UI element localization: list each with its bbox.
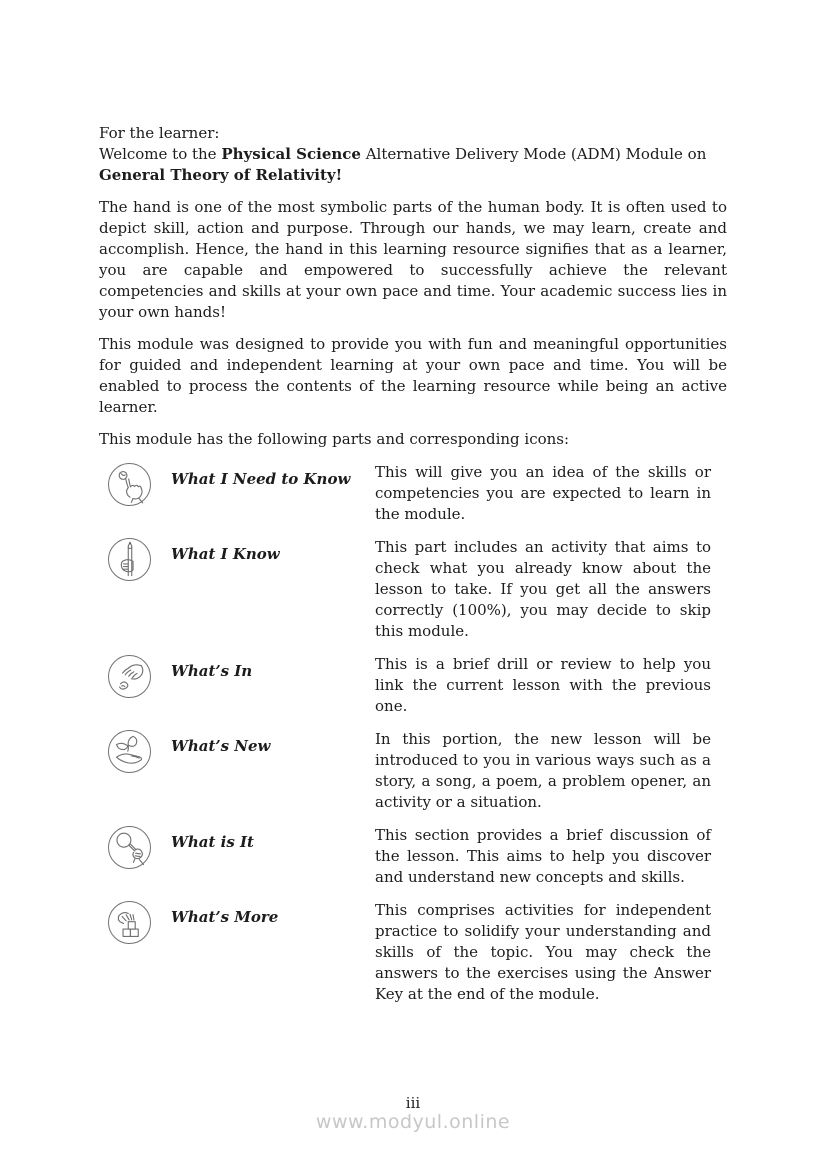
hand-stacking-blocks-icon <box>108 901 151 944</box>
part-label: What I Need to Know <box>171 470 351 488</box>
part-description: This is a brief drill or review to help you link the current lesson with the previous one. <box>375 655 711 715</box>
part-description: This will give you an idea of the skills or competencies you are expected to learn in the module. <box>375 463 711 523</box>
part-label: What’s New <box>171 737 271 755</box>
watermark-url: www.modyul.online <box>315 1111 511 1133</box>
hand-press-button-icon <box>108 463 151 506</box>
module-part-row <box>99 537 727 642</box>
welcome-subject: Physical Science <box>221 145 361 163</box>
welcome-post: ! <box>335 166 343 184</box>
hand-magnifying-glass-icon <box>108 826 151 869</box>
page-number: iii <box>405 1094 421 1112</box>
module-part-row <box>99 900 727 1005</box>
hand-holding-pencil-icon <box>108 538 151 581</box>
module-part-row <box>99 825 727 888</box>
part-label: What is It <box>171 833 254 851</box>
module-parts-list <box>99 462 727 1005</box>
hand-reaching-icon <box>108 655 151 698</box>
intro-block <box>99 123 727 186</box>
part-label: What’s More <box>171 908 279 926</box>
part-description: This section provides a brief discussion of the lesson. This aims to help you discover and understand new concepts and skills. <box>375 826 711 886</box>
paragraph-parts-intro: This module has the following parts and corresponding icons: <box>99 430 570 448</box>
module-part-row <box>99 462 727 525</box>
paragraph-hand-symbolism: The hand is one of the most symbolic parts of the human body. It is often used to depict skill, action and purpose. Through our hands, we may learn, create and accomplish. Hence, the hand in this learning resource signifies that as a learner, you are capable and empowered to successfully achieve the relevant competencies and skills at your own pace and time. Your academic success lies in your own hands! <box>99 198 727 321</box>
part-description: This comprises activities for independent practice to solidify your understanding and skills of the topic. You may check the answers to the exercises using the Answer Key at the end of the module. <box>375 901 711 1003</box>
welcome-mid: Alternative Delivery Mode (ADM) Module on <box>360 145 707 163</box>
welcome-topic: General Theory of Relativity <box>99 166 336 184</box>
for-learner-line <box>99 123 727 144</box>
part-description: In this portion, the new lesson will be introduced to you in various ways such as a story, a song, a poem, a problem opener, an activity or a situation. <box>375 730 711 811</box>
part-label: What’s In <box>171 662 253 680</box>
welcome-pre: Welcome to the <box>99 145 222 163</box>
part-label: What I Know <box>171 545 280 563</box>
part-description: This part includes an activity that aims to check what you already know about the lesson to take. If you get all the answers correctly (100%), you may decide to skip this module. <box>375 538 711 640</box>
welcome-line <box>99 144 727 186</box>
hand-holding-plant-icon <box>108 730 151 773</box>
paragraph-module-design: This module was designed to provide you with fun and meaningful opportunities for guided and independent learning at your own pace and time. You will be enabled to process the contents of the learning resource while being an active learner. <box>99 335 727 416</box>
module-part-row <box>99 654 727 717</box>
page-content <box>99 123 727 1017</box>
for-learner-text: For the learner: <box>99 124 220 142</box>
module-part-row <box>99 729 727 813</box>
